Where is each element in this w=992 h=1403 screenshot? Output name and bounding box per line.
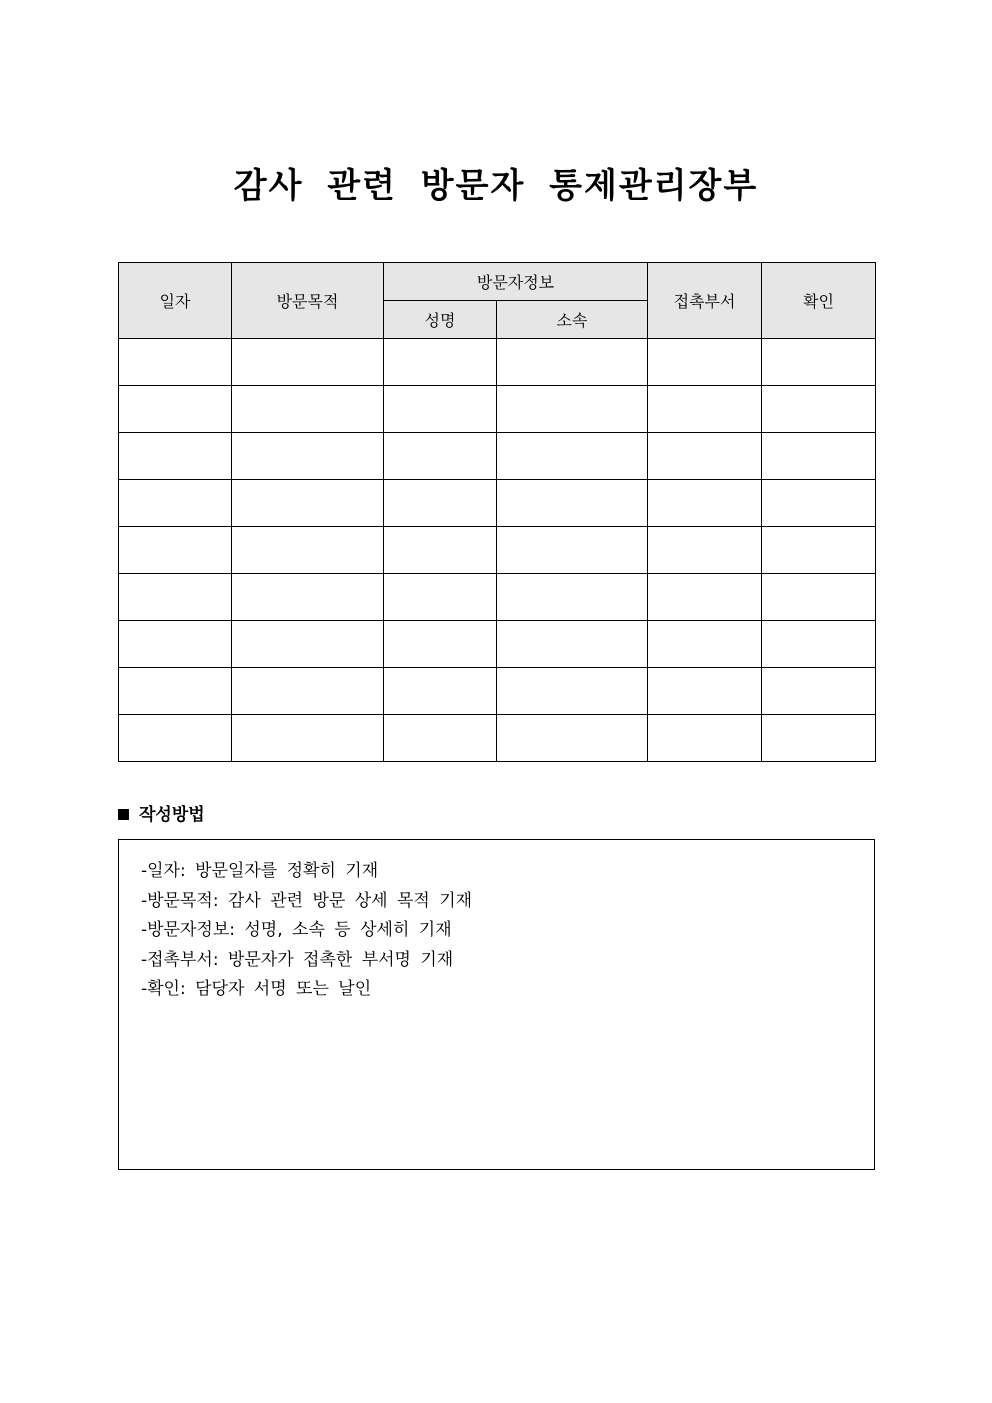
cell-purpose[interactable] [232, 527, 384, 574]
header-contact-department: 접촉부서 [648, 263, 762, 339]
cell-name[interactable] [384, 339, 497, 386]
instructions-heading-label: 작성방법 [139, 805, 205, 825]
table-row [119, 480, 876, 527]
cell-contact-department[interactable] [648, 480, 762, 527]
cell-purpose[interactable] [232, 433, 384, 480]
instruction-line: -방문목적: 감사 관련 방문 상세 목적 기재 [141, 890, 473, 911]
cell-affiliation[interactable] [497, 386, 648, 433]
header-purpose: 방문목적 [232, 263, 384, 339]
cell-purpose[interactable] [232, 339, 384, 386]
cell-date[interactable] [119, 339, 232, 386]
cell-name[interactable] [384, 574, 497, 621]
cell-name[interactable] [384, 715, 497, 762]
visitor-log-table [118, 262, 876, 762]
table-row [119, 621, 876, 668]
cell-purpose[interactable] [232, 715, 384, 762]
cell-confirmation[interactable] [762, 621, 876, 668]
cell-affiliation[interactable] [497, 339, 648, 386]
cell-purpose[interactable] [232, 621, 384, 668]
square-bullet-icon [118, 809, 129, 820]
cell-purpose[interactable] [232, 480, 384, 527]
instruction-line: -방문자정보: 성명, 소속 등 상세히 기재 [141, 920, 452, 940]
instructions-box [118, 839, 875, 1170]
cell-date[interactable] [119, 715, 232, 762]
cell-name[interactable] [384, 527, 497, 574]
cell-purpose[interactable] [232, 668, 384, 715]
cell-purpose[interactable] [232, 574, 384, 621]
cell-affiliation[interactable] [497, 715, 648, 762]
cell-affiliation[interactable] [497, 433, 648, 480]
cell-affiliation[interactable] [497, 621, 648, 668]
table-row [119, 715, 876, 762]
cell-affiliation[interactable] [497, 527, 648, 574]
table-row [119, 433, 876, 480]
cell-date[interactable] [119, 574, 232, 621]
header-affiliation: 소속 [497, 301, 648, 339]
cell-confirmation[interactable] [762, 668, 876, 715]
cell-confirmation[interactable] [762, 527, 876, 574]
instructions-heading [118, 802, 205, 828]
table-row [119, 339, 876, 386]
cell-date[interactable] [119, 480, 232, 527]
cell-confirmation[interactable] [762, 574, 876, 621]
table-row [119, 668, 876, 715]
cell-contact-department[interactable] [648, 433, 762, 480]
cell-affiliation[interactable] [497, 480, 648, 527]
table-row [119, 527, 876, 574]
header-name: 성명 [384, 301, 497, 339]
table-header-row [119, 263, 876, 301]
cell-affiliation[interactable] [497, 668, 648, 715]
cell-contact-department[interactable] [648, 527, 762, 574]
header-confirmation: 확인 [762, 263, 876, 339]
cell-name[interactable] [384, 621, 497, 668]
cell-name[interactable] [384, 433, 497, 480]
cell-date[interactable] [119, 527, 232, 574]
cell-date[interactable] [119, 386, 232, 433]
header-visitor-info: 방문자정보 [384, 263, 648, 301]
cell-date[interactable] [119, 433, 232, 480]
cell-name[interactable] [384, 668, 497, 715]
cell-confirmation[interactable] [762, 339, 876, 386]
cell-contact-department[interactable] [648, 574, 762, 621]
cell-confirmation[interactable] [762, 433, 876, 480]
cell-affiliation[interactable] [497, 574, 648, 621]
cell-date[interactable] [119, 621, 232, 668]
header-date: 일자 [119, 263, 232, 339]
instruction-line: -확인: 담당자 서명 또는 날인 [141, 979, 372, 999]
instruction-line: -접촉부서: 방문자가 접촉한 부서명 기재 [141, 949, 454, 970]
table-row [119, 574, 876, 621]
cell-date[interactable] [119, 668, 232, 715]
cell-contact-department[interactable] [648, 668, 762, 715]
cell-contact-department[interactable] [648, 339, 762, 386]
cell-contact-department[interactable] [648, 715, 762, 762]
instruction-line: -일자: 방문일자를 정확히 기재 [141, 861, 379, 881]
cell-name[interactable] [384, 386, 497, 433]
table-row [119, 386, 876, 433]
cell-confirmation[interactable] [762, 386, 876, 433]
cell-confirmation[interactable] [762, 715, 876, 762]
cell-purpose[interactable] [232, 386, 384, 433]
page-title: 감사 관련 방문자 통제관리장부 [233, 166, 759, 206]
cell-name[interactable] [384, 480, 497, 527]
cell-contact-department[interactable] [648, 386, 762, 433]
cell-confirmation[interactable] [762, 480, 876, 527]
cell-contact-department[interactable] [648, 621, 762, 668]
